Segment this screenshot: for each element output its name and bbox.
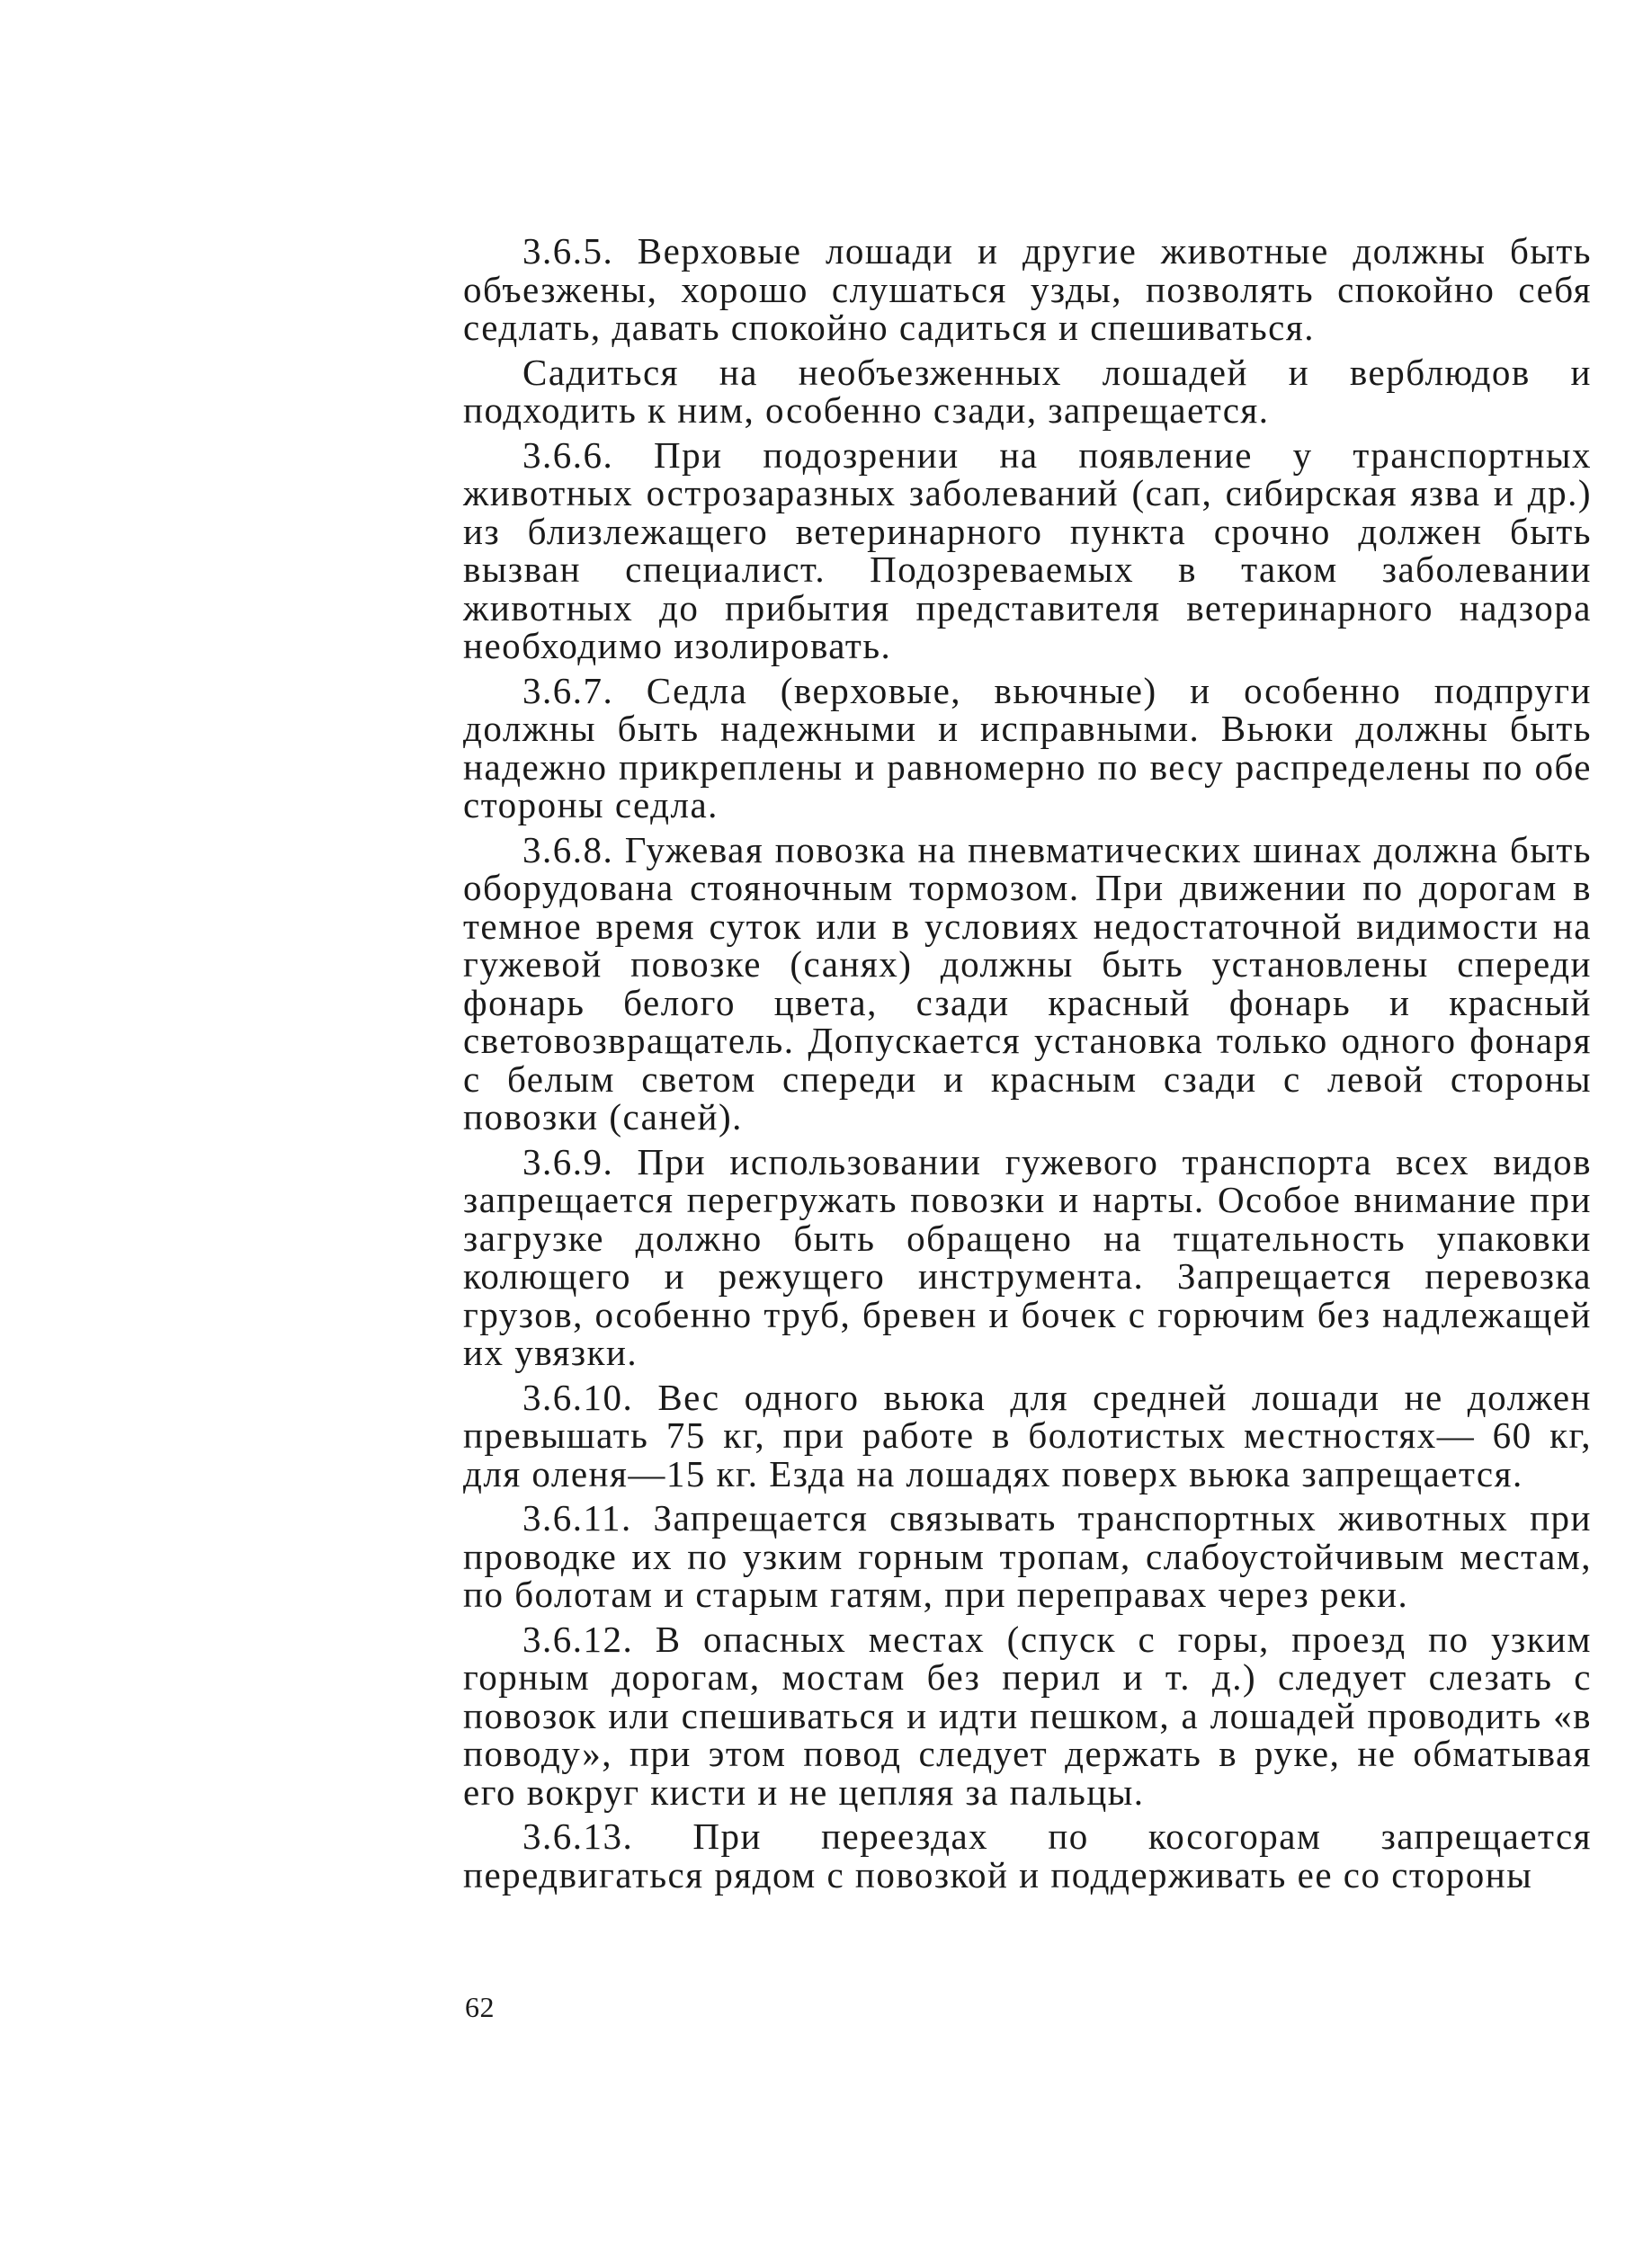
paragraph-3-6-13: 3.6.13. При переездах по косогорам запрещается передвигаться рядом с повозкой и поддерживать ее со стороны (463, 1815, 1592, 1896)
paragraph-3-6-9: 3.6.9. При использовании гужевого транспорта всех видов запрещается перегружать повозки и нарты. Особое внимание при загрузке должно быть обращено на тщательность упаковки колющего и режущего инструмента. Запрещается перевозка грузов, особенно труб, бревен и бочек с горючим без надлежащей их увязки. (463, 1140, 1592, 1373)
paragraph-3-6-5-continued: Садиться на необъезженных лошадей и верблюдов и подходить к ним, особенно сзади, запрещается. (463, 351, 1592, 431)
paragraph-3-6-10: 3.6.10. Вес одного вьюка для средней лошади не должен превышать 75 кг, при работе в болотистых местностях— 60 кг, для оленя—15 кг. Езда на лошадях поверх вьюка запрещается. (463, 1376, 1592, 1494)
paragraph-3-6-6: 3.6.6. При подозрении на появление у транспортных животных острозаразных заболеваний (сап, сибирская язва и др.) из близлежащего ветеринарного пункта срочно должен быть вызван специалист. Подозреваемых в таком заболевании животных до прибытия представителя ветеринарного надзора необходимо изолировать. (463, 433, 1592, 666)
paragraph-3-6-11: 3.6.11. Запрещается связывать транспортных животных при проводке их по узким горным тропам, слабоустойчивым местам, по болотам и старым гатям, при переправах через реки. (463, 1497, 1592, 1615)
paragraph-3-6-7: 3.6.7. Седла (верховые, вьючные) и особенно подпруги должны быть надежными и исправными. Вьюки должны быть надежно прикреплены и равномерно по весу распределены по обе стороны седла. (463, 669, 1592, 825)
paragraph-3-6-5: 3.6.5. Верховые лошади и другие животные должны быть объезжены, хорошо слушаться узды, позволять спокойно себя седлать, давать спокойно садиться и спешиваться. (463, 230, 1592, 348)
paragraph-3-6-8: 3.6.8. Гужевая повозка на пневматических шинах должна быть оборудована стояночным тормозом. При движении по дорогам в темное время суток или в условиях недостаточной видимости на гужевой повозке (санях) должны быть установлены спереди фонарь белого цвета, сзади красный фонарь и красный световозвращатель. Допускается установка только одного фонаря с белым светом спереди и красным сзади с левой стороны повозки (саней). (463, 828, 1592, 1137)
body-text (463, 232, 1592, 1894)
page-number: 62 (465, 1991, 495, 2023)
paragraph-3-6-12: 3.6.12. В опасных местах (спуск с горы, проезд по узким горным дорогам, мостам без перил и т. д.) следует слезать с повозок или спешиваться и идти пешком, а лошадей проводить «в поводу», при этом повод следует держать в руке, не обматывая его вокруг кисти и не цепляя за пальцы. (463, 1618, 1592, 1813)
